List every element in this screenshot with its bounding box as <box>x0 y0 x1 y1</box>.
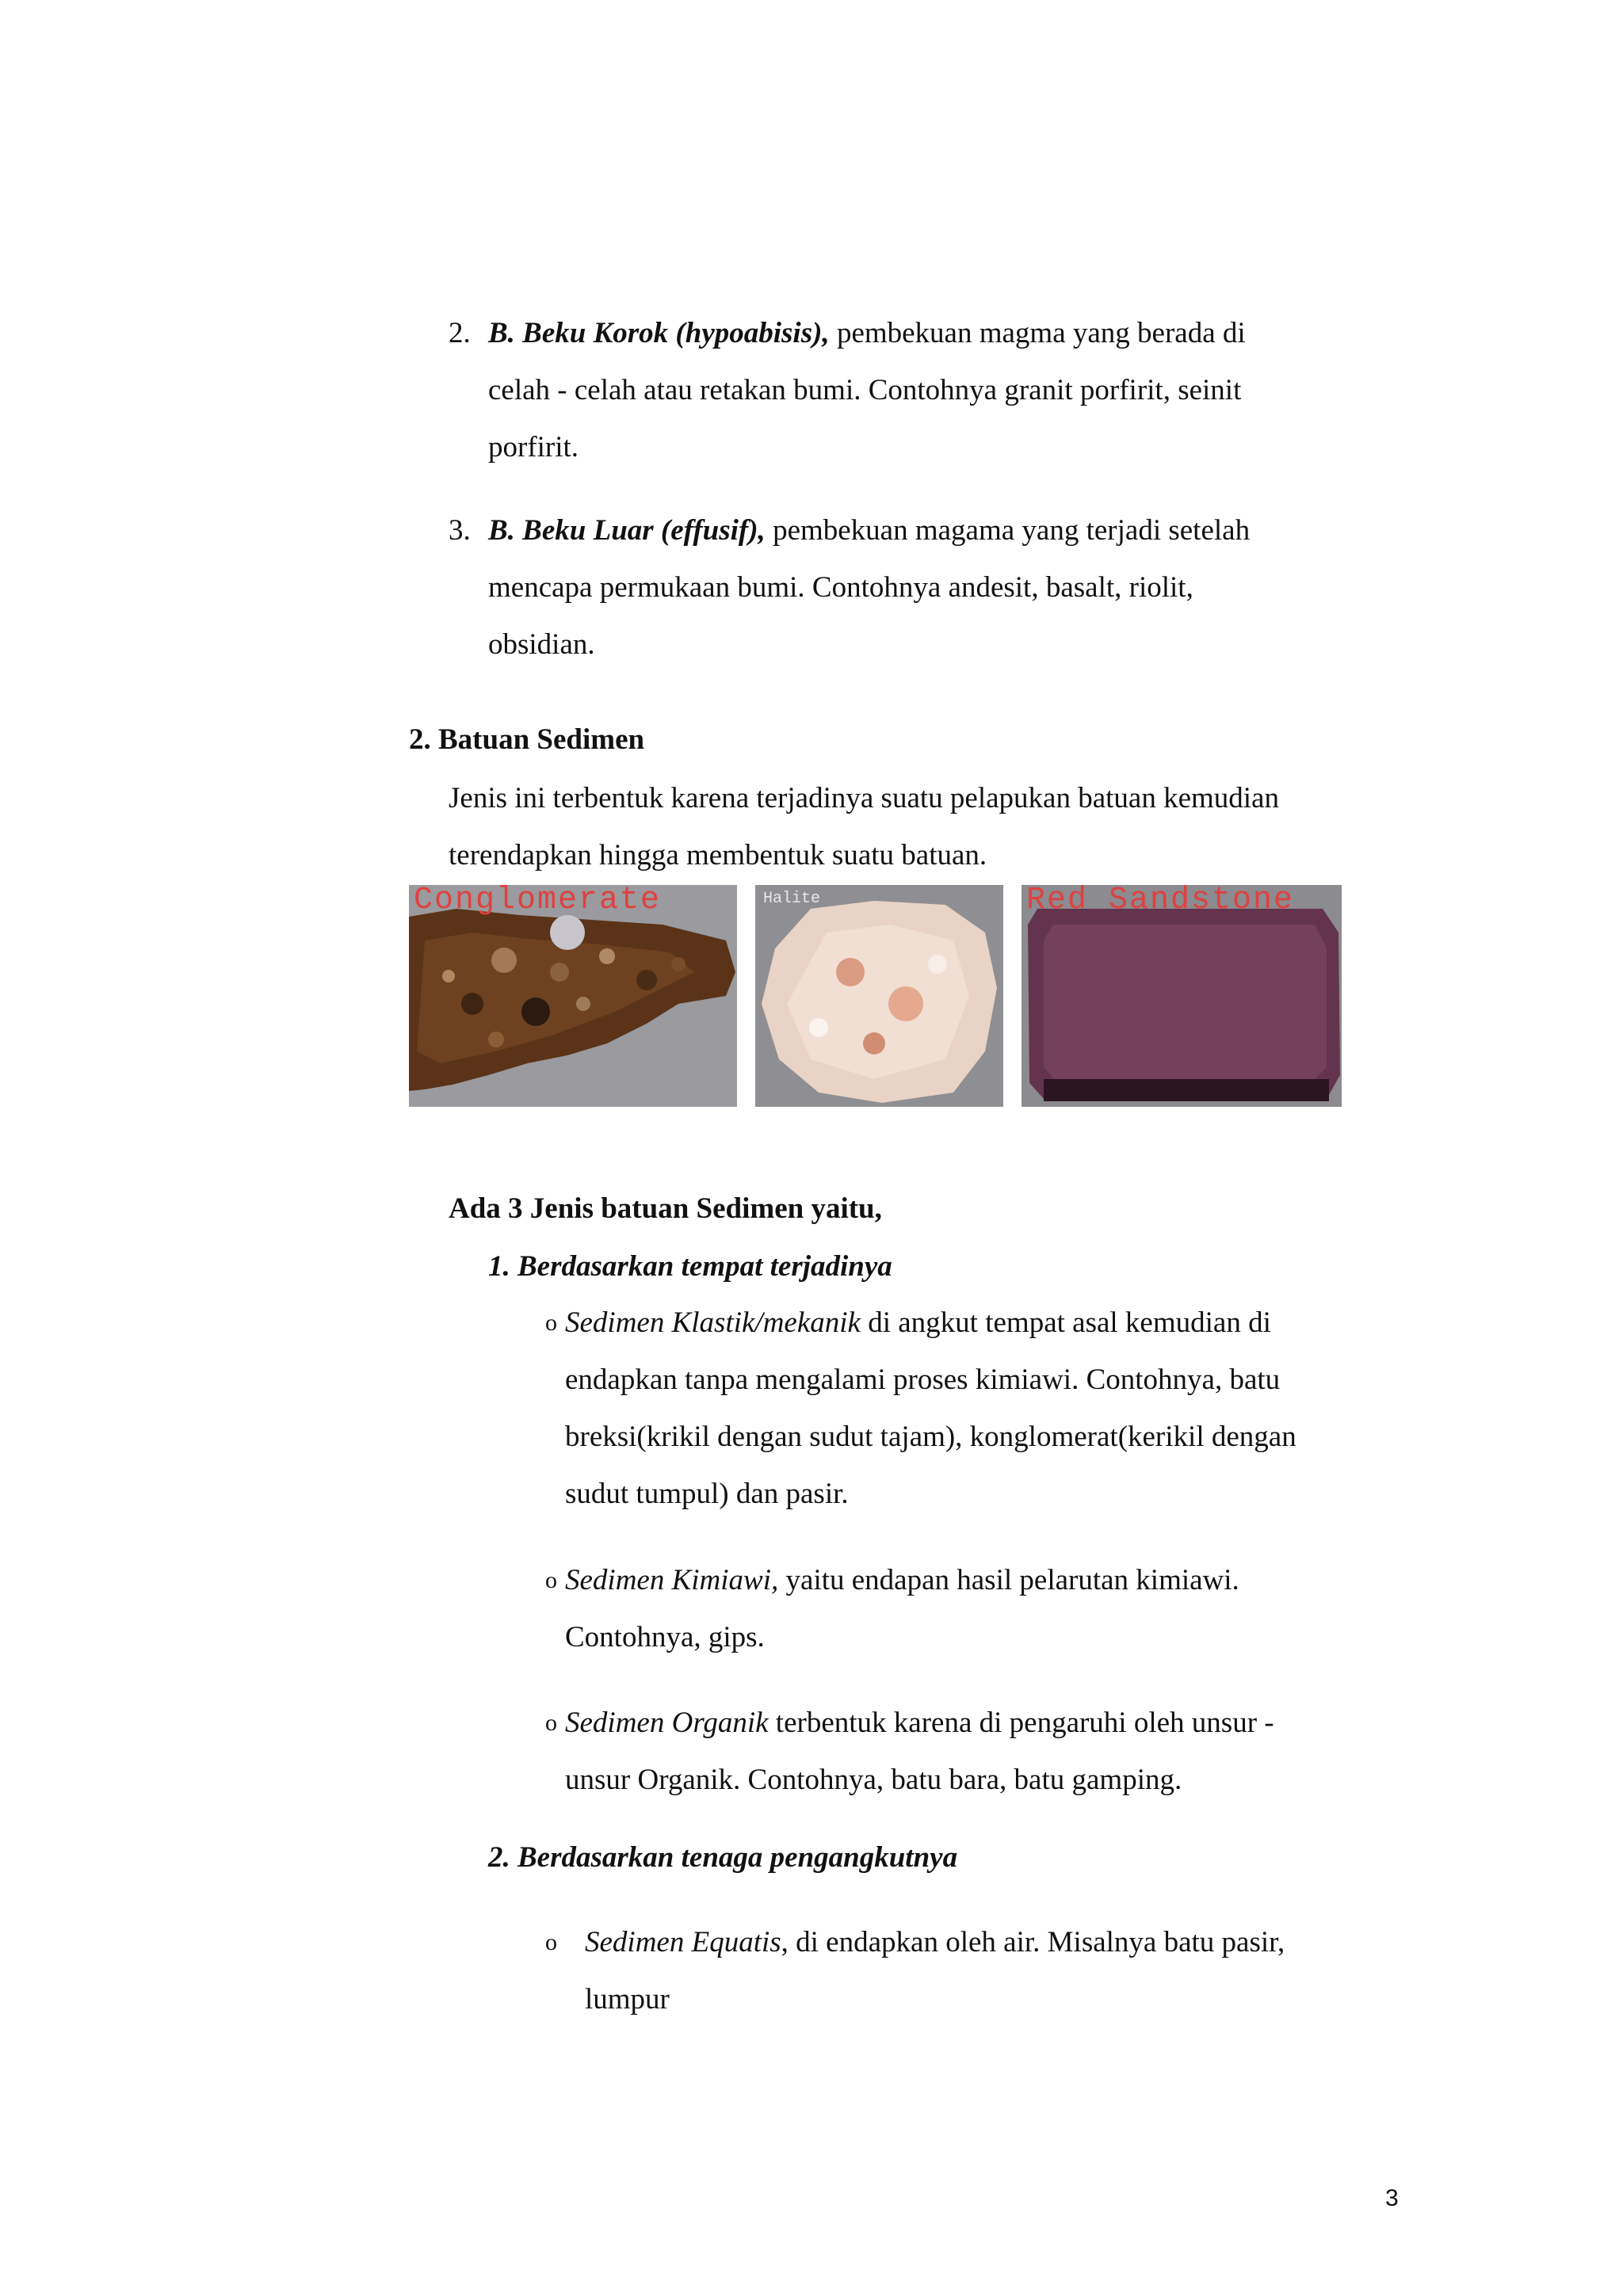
text-line: Jenis ini terbentuk karena terjadinya suatu pelapukan batuan kemudian <box>449 782 1279 814</box>
term: B. Beku Luar (effusif), <box>488 514 766 547</box>
section-heading: 2. Batuan Sedimen <box>409 723 645 756</box>
list-item-text <box>585 1914 1441 2028</box>
list-item-text <box>565 1295 1437 1523</box>
text-line: porfirit. <box>488 431 579 463</box>
text-line: endapkan tanpa mengalami proses kimiawi. Contohnya, batu <box>565 1363 1281 1396</box>
text-line: Contohnya, gips. <box>565 1621 765 1653</box>
text-line: obsidian. <box>488 628 595 661</box>
text-line: celah - celah atau retakan bumi. Contohnya granit porfirit, seinit <box>488 374 1242 406</box>
text-line: di angkut tempat asal kemudian di <box>860 1306 1271 1339</box>
term: Sedimen Kimiawi, <box>565 1564 779 1596</box>
bullet: o <box>545 1567 557 1593</box>
page-number: 3 <box>1385 2185 1399 2211</box>
bullet: o <box>545 1310 557 1336</box>
conglomerate-photo <box>409 885 737 1107</box>
text-line: yaitu endapan hasil pelarutan kimiawi. <box>778 1564 1239 1596</box>
text-line: terbentuk karena di pengaruhi oleh unsur - <box>768 1707 1274 1739</box>
text-line: unsur Organik. Contohnya, batu bara, batu gamping. <box>565 1764 1182 1796</box>
text-line: pembekuan magama yang terjadi setelah <box>773 514 1251 547</box>
photo-label: Conglomerate <box>414 885 662 918</box>
photo-label: Halite <box>763 890 821 908</box>
subsection-title: 2. Berdasarkan tenaga pengangkutnya <box>488 1841 958 1874</box>
list-item-text <box>488 502 1400 673</box>
term: Sedimen Klastik/mekanik <box>565 1306 861 1339</box>
text-line: terendapkan hingga membentuk suatu batuan. <box>449 839 987 871</box>
term: Sedimen Organik <box>565 1707 769 1739</box>
section-intro <box>449 770 1439 884</box>
list-number: 2. <box>449 317 471 349</box>
term: Sedimen Equatis <box>585 1926 781 1958</box>
halite-photo <box>755 885 1003 1107</box>
text-line: breksi(krikil dengan sudut tajam), konglomerat(kerikil dengan <box>565 1421 1296 1453</box>
subsection-title: 1. Berdasarkan tempat terjadinya <box>488 1250 892 1283</box>
text-line: lumpur <box>585 1983 670 2016</box>
photo-label: Red Sandstone <box>1026 885 1295 918</box>
text-line: , di endapkan oleh air. Misalnya batu pasir, <box>781 1926 1285 1958</box>
text-line: pembekuan magma yang berada di <box>836 317 1246 349</box>
term: B. Beku Korok (hypoabisis), <box>488 317 830 349</box>
text-line: sudut tumpul) dan pasir. <box>565 1478 849 1510</box>
text-line: mencapa permukaan bumi. Contohnya andesit, basalt, riolit, <box>488 571 1193 604</box>
red-sandstone-photo <box>1022 885 1342 1107</box>
list-number: 3. <box>449 514 471 547</box>
bullet: o <box>545 1929 557 1955</box>
bullet: o <box>545 1710 557 1736</box>
types-heading: Ada 3 Jenis batuan Sedimen yaitu, <box>449 1192 882 1225</box>
list-item-text <box>565 1695 1437 1809</box>
list-item-text <box>488 305 1400 476</box>
list-item-text <box>565 1552 1437 1666</box>
